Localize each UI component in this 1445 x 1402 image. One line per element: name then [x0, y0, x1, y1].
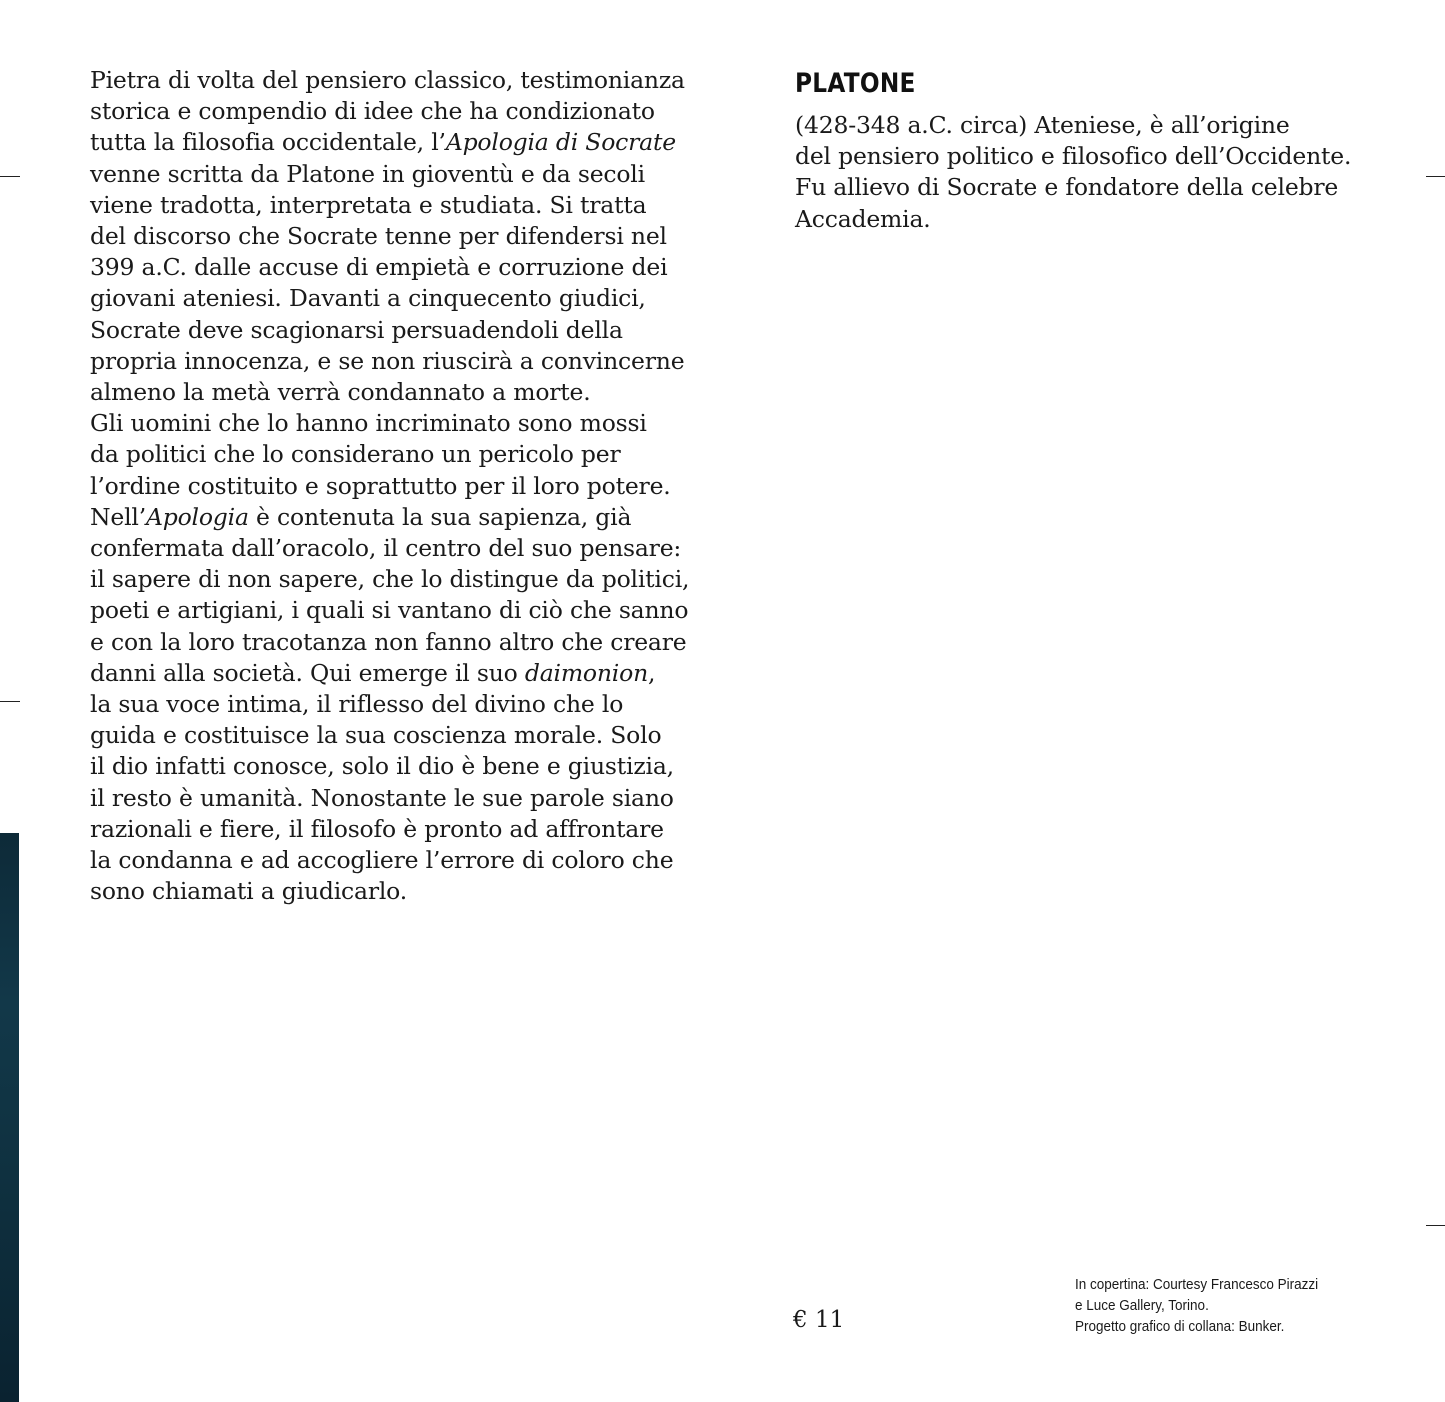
blurb-text: l’ordine costituito e soprattutto per il loro potere.	[90, 471, 671, 500]
blurb-line	[90, 564, 690, 595]
blurb-text: il resto è umanità. Nonostante le sue parole siano	[90, 783, 674, 812]
blurb-line	[90, 814, 690, 845]
blurb-line	[90, 252, 690, 283]
blurb-text: Pietra di volta del pensiero classico, testimonianza	[90, 66, 685, 94]
blurb-text: e con la loro tracotanza non fanno altro che creare	[90, 627, 687, 656]
blurb-line	[90, 159, 690, 190]
credits-line: In copertina: Courtesy Francesco Pirazzi	[1075, 1276, 1319, 1293]
blurb-line	[90, 783, 690, 814]
author-bio-line: Fu allievo di Socrate e fondatore della celebre	[795, 173, 1339, 202]
blurb-line	[90, 845, 690, 876]
blurb-line	[90, 377, 690, 408]
crop-mark-right-top	[1426, 176, 1445, 177]
blurb-text: poeti e artigiani, i quali si vantano di ciò che sanno	[90, 596, 689, 625]
blurb-text: razionali e fiere, il filosofo è pronto ad affrontare	[90, 814, 664, 843]
blurb-line	[90, 627, 690, 658]
blurb-text: almeno la metà verrà condannato a morte.	[90, 378, 591, 407]
cover-credits	[1075, 1274, 1318, 1337]
blurb-text: propria innocenza, e se non riuscirà a convincerne	[90, 346, 685, 375]
blurb-line	[90, 439, 690, 470]
blurb-text: è contenuta la sua sapienza, già	[248, 502, 632, 531]
blurb-text: la condanna e ad accogliere l’errore di coloro che	[90, 846, 674, 875]
blurb-text: la sua voce intima, il riflesso del divino che lo	[90, 690, 624, 719]
blurb-line	[90, 720, 690, 751]
blurb-text: giovani ateniesi. Davanti a cinquecento giudici,	[90, 284, 646, 313]
author-bio-line: del pensiero politico e filosofico dell’Occidente.	[795, 142, 1352, 171]
blurb-text: storica e compendio di idee che ha condizionato	[90, 97, 655, 126]
author-bio-line: Accademia.	[795, 204, 931, 233]
crop-mark-right-bottom	[1426, 1225, 1445, 1226]
blurb-text: tutta la filosofia occidentale, l’	[90, 128, 446, 157]
blurb-line	[90, 876, 690, 907]
crop-mark-left-top	[0, 176, 20, 177]
blurb-line	[90, 65, 690, 96]
blurb-text: ,	[648, 658, 656, 687]
blurb-line	[90, 346, 690, 377]
blurb-line	[90, 127, 690, 158]
blurb-text: del discorso che Socrate tenne per difendersi nel	[90, 222, 667, 251]
blurb-text: il dio infatti conosce, solo il dio è bene e giustizia,	[90, 752, 674, 781]
blurb-line	[90, 96, 690, 127]
credits-line: e Luce Gallery, Torino.	[1075, 1297, 1209, 1314]
price: € 11	[793, 1307, 845, 1333]
blurb-line	[90, 315, 690, 346]
blurb-line	[90, 751, 690, 782]
blurb-text: il sapere di non sapere, che lo distingue da politici,	[90, 565, 690, 594]
book-title-italic: Apologia di Socrate	[445, 128, 676, 157]
blurb-line	[90, 408, 690, 439]
blurb-text: Socrate deve scagionarsi persuadendoli della	[90, 315, 623, 344]
blurb-line	[90, 533, 690, 564]
blurb-text: viene tradotta, interpretata e studiata. Si tratta	[90, 190, 647, 219]
blurb-text: confermata dall’oracolo, il centro del suo pensare:	[90, 534, 682, 563]
author-bio-line: (428-348 a.C. circa) Ateniese, è all’origine	[795, 111, 1290, 139]
author-bio	[795, 110, 1375, 235]
credits-line: Progetto grafico di collana: Bunker.	[1075, 1318, 1285, 1335]
blurb-line	[90, 502, 690, 533]
crop-mark-left-middle	[0, 701, 20, 702]
blurb-text: 399 a.C. dalle accuse di empietà e corruzione dei	[90, 253, 668, 282]
author-section	[795, 64, 1375, 235]
blurb-text: guida e costituisce la sua coscienza morale. Solo	[90, 721, 662, 750]
blurb-line	[90, 689, 690, 720]
blurb-line	[90, 221, 690, 252]
blurb-text: Gli uomini che lo hanno incriminato sono mossi	[90, 409, 647, 438]
blurb-text: da politici che lo considerano un pericolo per	[90, 440, 621, 469]
back-cover-blurb	[90, 65, 690, 907]
blurb-line	[90, 283, 690, 314]
cover-image-edge	[0, 833, 19, 1402]
blurb-text: Nell’	[90, 502, 146, 531]
blurb-line	[90, 190, 690, 221]
author-name: PLATONE	[795, 68, 916, 99]
term-italic: daimonion	[524, 658, 649, 687]
blurb-text: venne scritta da Platone in gioventù e da secoli	[90, 159, 645, 188]
blurb-line	[90, 471, 690, 502]
blurb-line	[90, 595, 690, 626]
blurb-text: danni alla società. Qui emerge il suo	[90, 658, 525, 687]
blurb-text: sono chiamati a giudicarlo.	[90, 877, 407, 906]
book-title-italic: Apologia	[145, 502, 249, 531]
blurb-line	[90, 658, 690, 689]
